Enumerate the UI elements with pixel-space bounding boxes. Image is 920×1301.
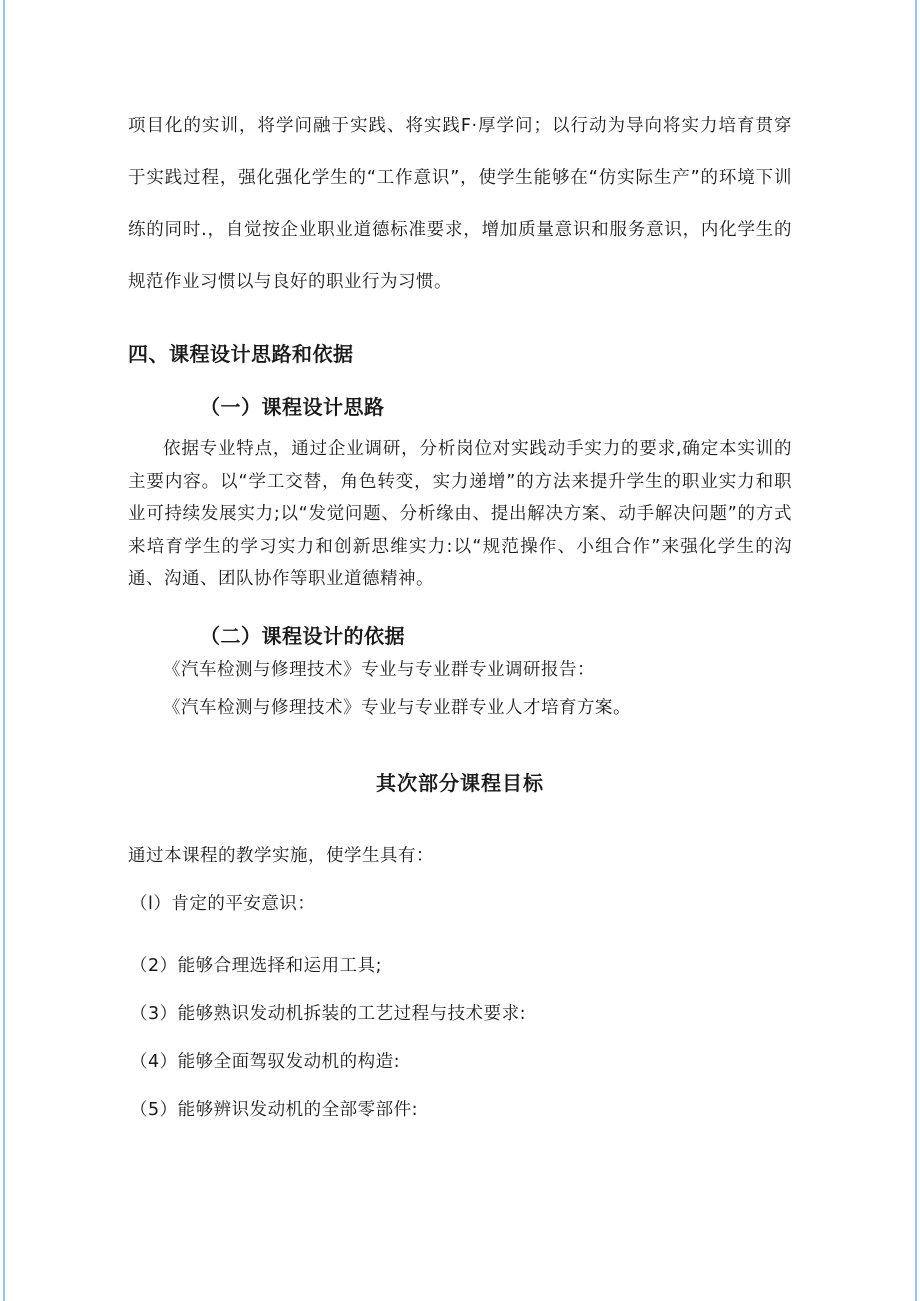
goal-item-2: （2）能够合理选择和运用工具; xyxy=(130,955,383,976)
page-border-left xyxy=(3,0,5,1301)
subsection-heading-design-approach: （一）课程设计思路 xyxy=(200,395,385,419)
intro-paragraph: 项目化的实训，将学问融于实践、将实践F·厚学问；以行动为导向将实力培育贯穿于实践过程，强化强化学生的“工作意识”，使学生能够在“仿实际生产”的环境下训练的同时.，自觉按企业职业道德标准要求，增加质量意识和服务意识，内化学生的规范作业习惯以与良好的职业行为习惯。 xyxy=(128,116,792,292)
goals-intro: 通过本课程的教学实施，使学生具有： xyxy=(128,845,434,866)
section-heading: 四、课程设计思路和依据 xyxy=(128,342,354,366)
reference-line-2: 《汽车检测与修理技术》专业与专业群专业人才培育方案。 xyxy=(163,697,631,718)
part-two-title: 其次部分课程目标 xyxy=(376,770,544,795)
subsection-heading-design-basis: （二）课程设计的依据 xyxy=(200,623,405,648)
design-approach-paragraph: 依据专业特点，通过企业调研，分析岗位对实践动手实力的要求,确定本实训的主要内容。以“学工交替，角色转变，实力递增”的方法来提升学生的职业实力和职业可持续发展实力;以“发觉问题、分析缘由、提出解决方案、动手解决问题”的方式来培育学生的学习实力和创新思维实力:以“规范操作、小组合作”来强化学生的沟通、沟通、团队协作等职业道德精神。 xyxy=(128,439,792,589)
document-content xyxy=(128,100,792,1121)
page-border-right xyxy=(915,0,917,1301)
goal-item-3: （3）能够熟识发动机拆装的工艺过程与技术要求: xyxy=(130,1003,527,1024)
goal-item-4: （4）能够全面驾驭发动机的构造: xyxy=(130,1051,401,1072)
goal-item-5: （5）能够辨识发动机的全部零部件: xyxy=(130,1099,419,1120)
goal-item-1: （l）肯定的平安意识： xyxy=(130,893,316,914)
reference-line-1: 《汽车检测与修理技术》专业与专业群专业调研报告： xyxy=(163,659,595,680)
